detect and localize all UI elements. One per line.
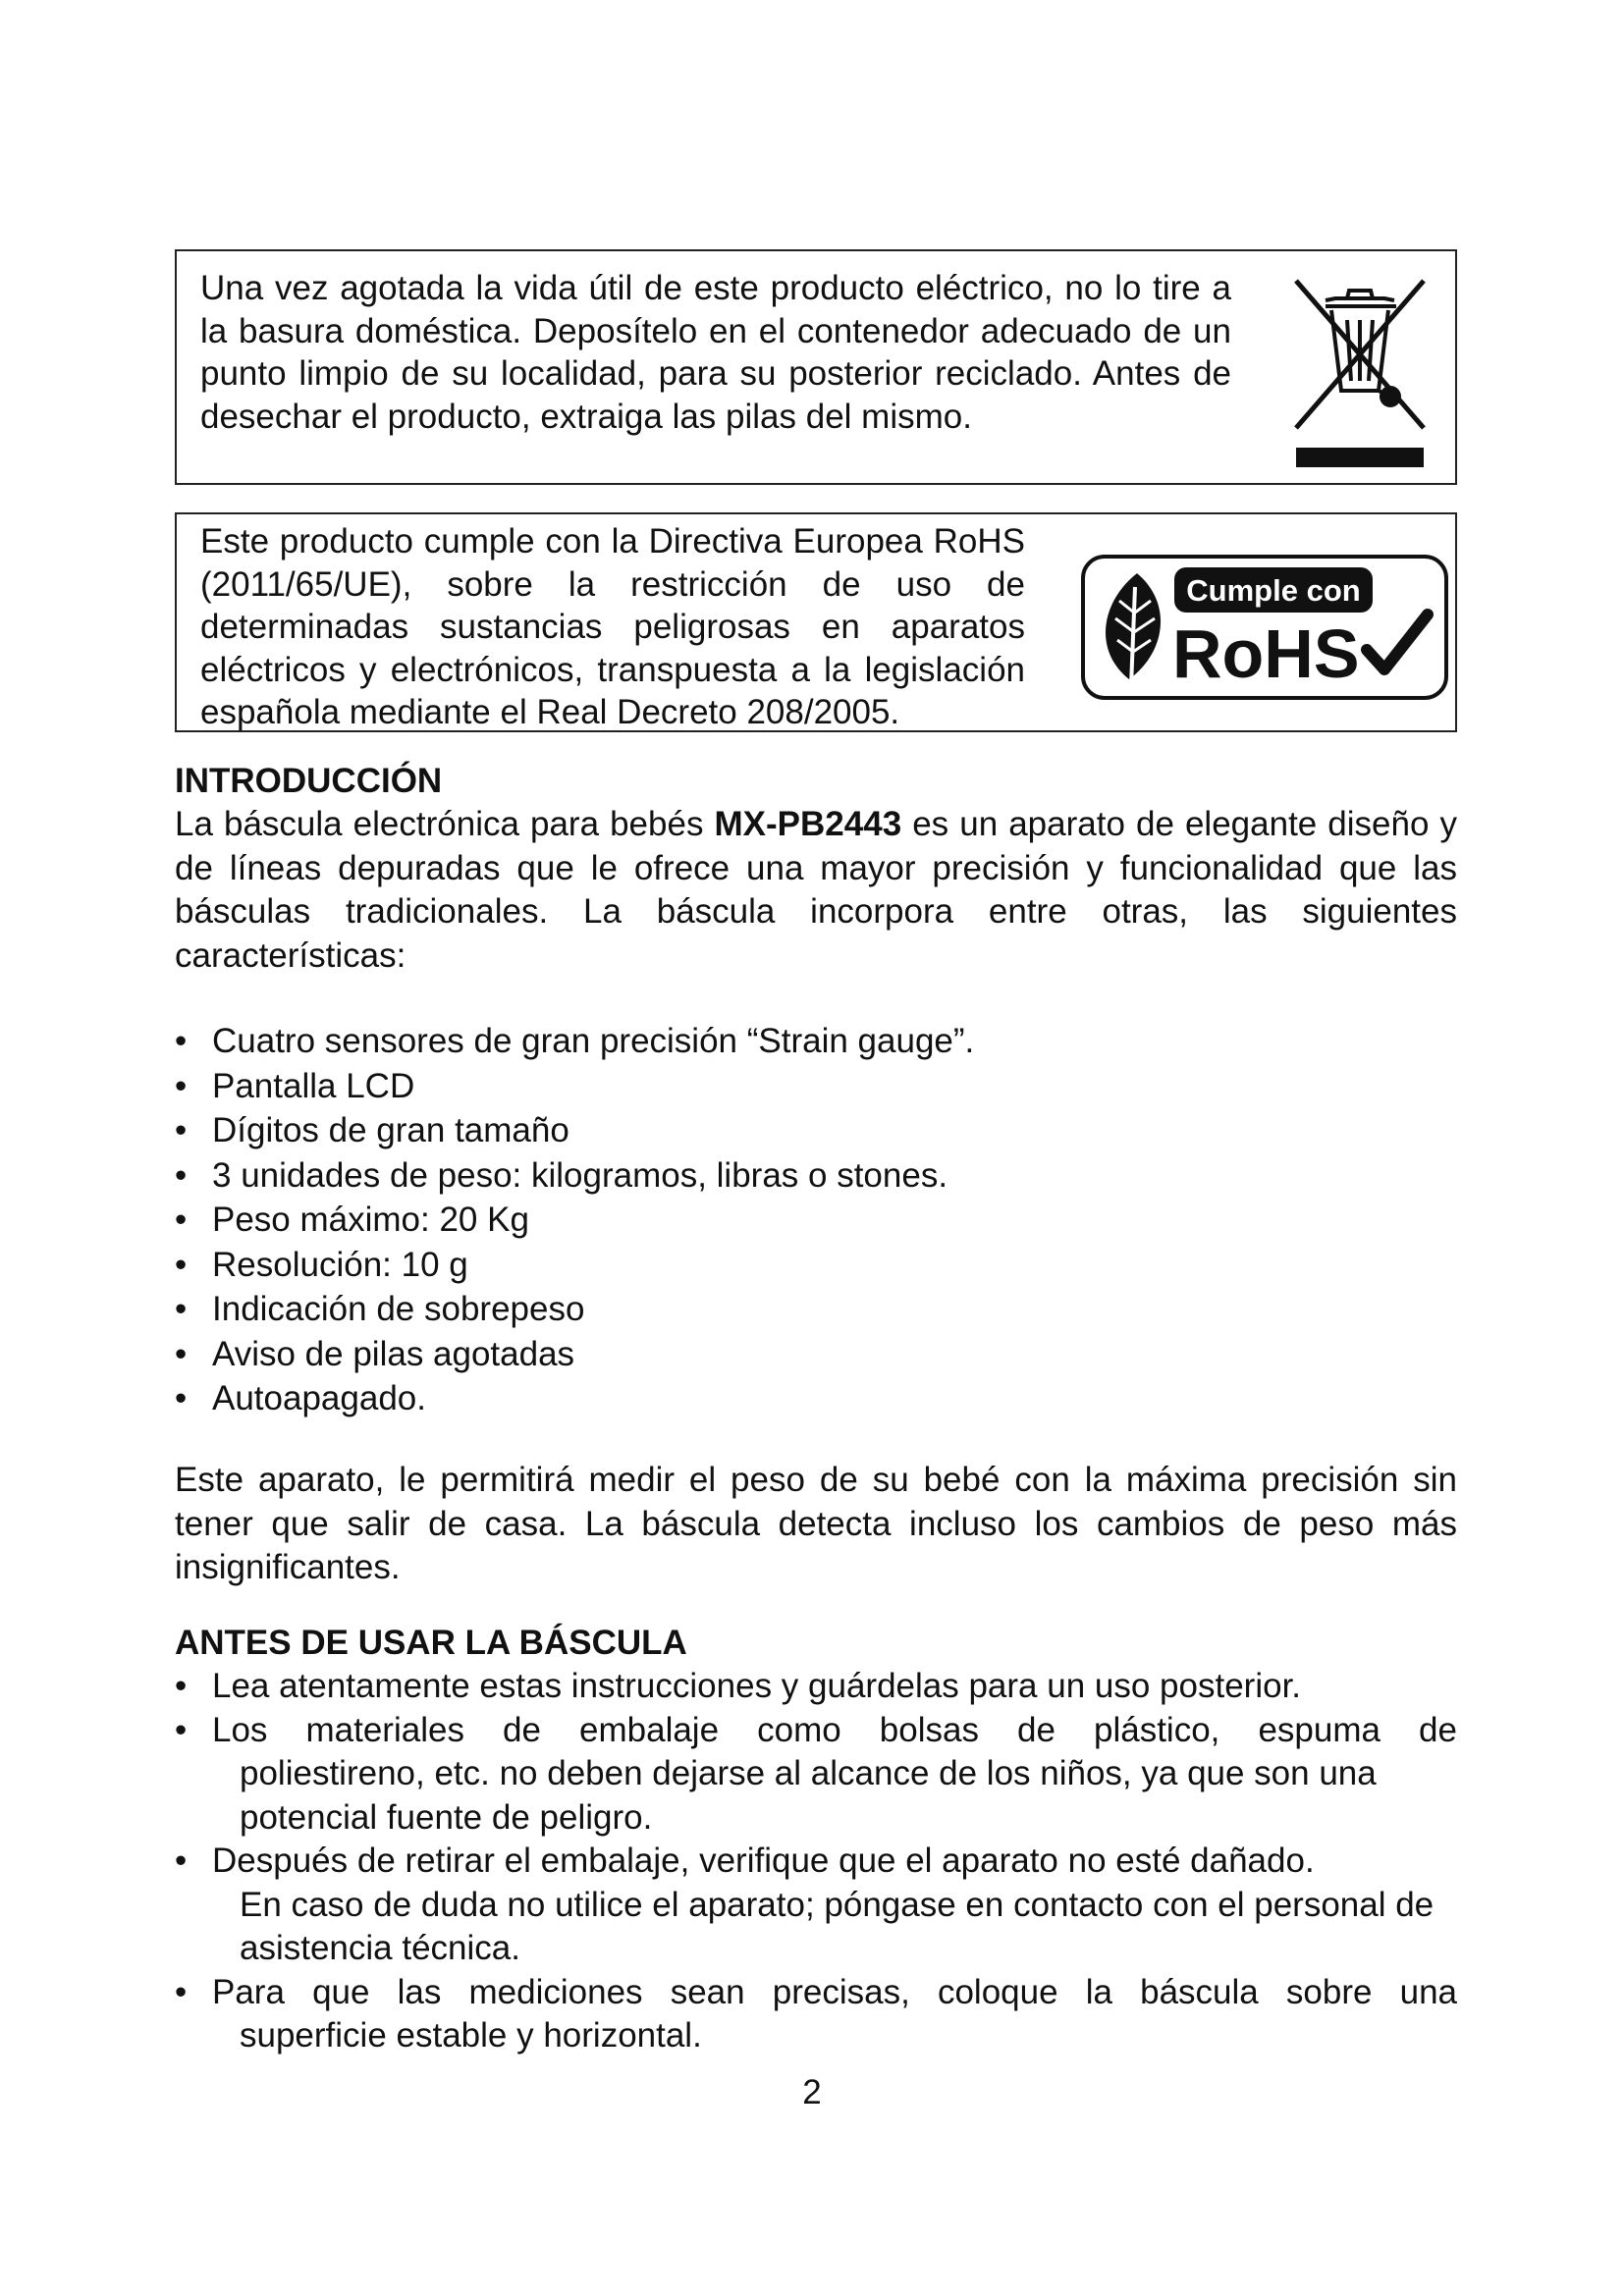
closing-paragraph-block [175, 1459, 1457, 1590]
introduccion-section [175, 760, 1457, 978]
bullet-icon: • [175, 1972, 188, 2011]
bullet-icon: • [175, 1111, 188, 1149]
bullet-icon: • [175, 1334, 188, 1373]
bullet-icon: • [175, 1710, 188, 1749]
model-number: MX-PB2443 [714, 805, 902, 843]
list-item: • Los materiales de embalaje como bolsas de plástico, espuma de poliestireno, etc. no deben dejarse al alcance de los niños, ya que son una potencial fuente de peligro. [175, 1710, 1457, 1837]
list-item: • Aviso de pilas agotadas [175, 1332, 1457, 1377]
list-item: • Pantalla LCD [175, 1064, 1457, 1109]
bullet-icon: • [175, 1290, 188, 1328]
rohs-compliance-logo [1080, 554, 1449, 701]
list-item: • Para que las mediciones sean precisas, coloque la báscula sobre una superficie estable y horizontal. [175, 1972, 1457, 2055]
list-item: • 3 unidades de peso: kilogramos, libras o stones. [175, 1153, 1457, 1199]
list-item: • Peso máximo: 20 Kg [175, 1198, 1457, 1243]
bullet-icon: • [175, 1022, 188, 1060]
list-item: • Autoapagado. [175, 1376, 1457, 1421]
rohs-notice-text: Este producto cumple con la Directiva Europea RoHS (2011/65/UE), sobre la restricción de uso de determinadas sustancias peligrosas en aparatos eléctricos y electrónicos, transpuesta a la legislación española mediante el Real Decreto 208/2005. [200, 522, 1025, 731]
page-number: 2 [802, 2073, 822, 2111]
weee-notice-box [175, 249, 1457, 485]
bullet-icon: • [175, 1201, 188, 1239]
list-item: • Indicación de sobrepeso [175, 1287, 1457, 1332]
closing-paragraph: Este aparato, le permitirá medir el peso de su bebé con la máxima precisión sin tener que salir de casa. La báscula detecta incluso los cambios de peso más insignificantes. [175, 1461, 1457, 1586]
bullet-icon: • [175, 1842, 188, 1880]
rohs-logo-text: RoHS [1172, 615, 1360, 692]
features-list [175, 1019, 1457, 1421]
list-item: • Después de retirar el embalaje, verifique que el aparato no esté dañado. En caso de duda no utilice el aparato; póngase en contacto con el personal de asistencia técnica. [175, 1842, 1435, 1967]
rohs-logo-badge: Cumple con [1186, 573, 1361, 608]
bullet-icon: • [175, 1155, 188, 1195]
antes-de-usar-section [175, 1622, 1457, 2058]
introduccion-heading: INTRODUCCIÓN [175, 762, 443, 800]
crossed-out-wheelie-bin-icon [1276, 271, 1443, 467]
list-item: • Lea atentamente estas instrucciones y guárdelas para un uso posterior. [175, 1665, 1457, 1709]
introduccion-paragraph: La báscula electrónica para bebés MX-PB2443 es un aparato de elegante diseño y de líneas depuradas que le ofrece una mayor precisión y funcionalidad que las básculas tradicionales. La báscula incorpora entre otras, las siguientes características: [175, 805, 1458, 975]
bullet-icon: • [175, 1066, 188, 1105]
antes-de-usar-heading: ANTES DE USAR LA BÁSCULA [175, 1624, 687, 1662]
list-item: • Resolución: 10 g [175, 1243, 1457, 1288]
list-item: • Cuatro sensores de gran precisión “Strain gauge”. [175, 1019, 1457, 1064]
weee-notice-text: Una vez agotada la vida útil de este producto eléctrico, no lo tire a la basura doméstica. Deposítelo en el contenedor adecuado de un punto limpio de su localidad, para su posterior reciclado. Antes de desechar el producto, extraiga las pilas del mismo. [200, 269, 1231, 436]
list-item: • Dígitos de gran tamaño [175, 1108, 1457, 1153]
bullet-icon: • [175, 1245, 188, 1284]
bullet-icon: • [175, 1667, 188, 1705]
bullet-icon: • [175, 1379, 188, 1417]
rohs-notice-box [175, 512, 1457, 732]
